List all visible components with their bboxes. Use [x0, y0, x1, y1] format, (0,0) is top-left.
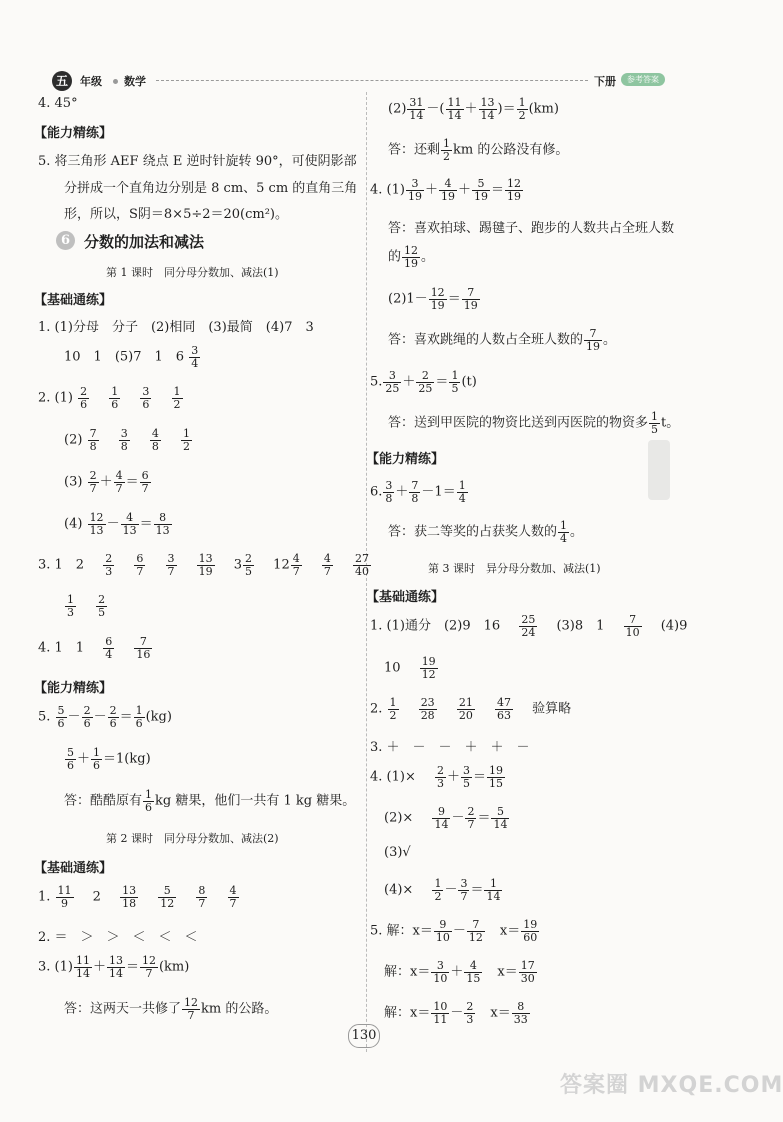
answer-5-line3: 形，所以，S阴＝8×5÷2＝20(cm²)。 — [64, 207, 289, 222]
answer-3c-post: km 的公路。 — [201, 1001, 278, 1017]
section-jichu-2: 【基础通练】 — [34, 861, 113, 876]
r-answer-4-4b: (4)× $\frac{1}{2}$ － $\frac{3}{7}$ ＝ $\frac{1}{14}$ — [384, 877, 501, 903]
answer-1c: 1. $\frac{11}{9}$ 2 $\frac{13}{18}$ $\frac{5}{12}$ $\frac{8}{7}$ $\frac{4}{7}$ — [38, 884, 237, 910]
unit-kg-2: (kg) — [124, 751, 151, 767]
r-answer-1-c: (4)9 — [660, 618, 688, 634]
section-nengli-2: 【能力精练】 — [34, 681, 113, 696]
r-answer-5-2: 解：x＝ $\frac{3}{10}$ ＋ $\frac{4}{15}$ x＝ $\frac{17}{30}$ — [384, 959, 535, 985]
r-answer-6: 6. $\frac{3}{8}$ ＋ $\frac{7}{8}$ －1＝ $\frac{1}{4}$ — [370, 479, 466, 505]
unit-t: (t) — [461, 374, 477, 390]
answer-3: 3. 1 2 $\frac{2}{3}$ $\frac{6}{7}$ $\frac{3}{7}$ $\frac{13}{19}$ 3 $\frac{2}{5}$ 12 $\frac{4}{7}$ $\frac{4}{7}$ $\frac{27}{40}$ — [38, 552, 370, 578]
lesson-3-title: 第 3 课时 异分母分数加、减法(1) — [428, 562, 601, 575]
lesson-1-title: 第 1 课时 同分母分数加、减法(1) — [106, 266, 279, 279]
chapter-title: 分数的加法和减法 — [84, 233, 205, 251]
answer-2-4: (4) $\frac{12}{13}$ － $\frac{4}{13}$ ＝ $\frac{8}{13}$ — [64, 511, 170, 537]
r-ans5-pre: 答：获二等奖的占获奖人数的 — [388, 524, 558, 540]
r-answer-1-cont: 10 $\frac{19}{12}$ — [384, 655, 436, 681]
r-ans4-post: t。 — [661, 415, 680, 431]
x-eq: x＝ — [412, 923, 433, 939]
r-answer-2: (2) $\frac{31}{14}$ －( $\frac{11}{14}$ ＋ $\frac{13}{14}$ )＝ $\frac{1}{2}$ (km) — [388, 96, 559, 122]
fraction: $\frac{3}{4}$ — [191, 344, 199, 370]
r-answer-4-2b-label: (2)× — [384, 810, 414, 826]
r-answer-4-label: 4. (1) — [370, 182, 405, 198]
answer-5-line1: 5. 将三角形 AEF 绕点 E 逆时针旋转 90°，可使阴影部 — [38, 154, 357, 169]
answer-1-line2-text: 10 1 (5)7 1 6 — [64, 349, 185, 365]
r-answer-text-4: 答：送到甲医院的物资比送到丙医院的物资多 $\frac{1}{5}$ t。 — [388, 410, 680, 436]
answer-2-label: 2. (1) — [38, 390, 73, 406]
r-answer-2-label: (2) — [388, 101, 407, 117]
r-answer-text-2-line1: 答：喜欢拍球、踢毽子、跑步的人数共占全班人数 — [388, 221, 675, 236]
section-nengli: 【能力精练】 — [34, 126, 113, 141]
answer-2-1: 2. (1) $\frac{2}{6}$ $\frac{1}{6}$ $\frac{3}{6}$ $\frac{1}{2}$ — [38, 385, 181, 411]
r-ans3-pre: 答：喜欢跳绳的人数占全班人数的 — [388, 332, 584, 348]
separator-dot — [113, 79, 118, 84]
r-answer-4-2b: (2)× $\frac{9}{14}$ － $\frac{2}{7}$ ＝ $\frac{5}{14}$ — [384, 805, 508, 831]
answer-5b-text: 答：酷酷原有 $\frac{1}{6}$ kg 糖果，他们一共有 1 kg 糖果。 — [64, 788, 356, 814]
answer-1c-label: 1. — [38, 889, 51, 905]
r-answer-5-1: 5. 解：x＝ $\frac{9}{10}$ － $\frac{7}{12}$ x＝ $\frac{19}{60}$ — [370, 918, 538, 944]
answer-2-3-label: (3) — [64, 474, 83, 490]
r-ans1-pre: 答：还剩 — [388, 142, 441, 158]
answer-2c: 2. ＝ ＞ ＞ ＜ ＜ ＜ — [38, 930, 198, 945]
r-ans3-post: 。 — [603, 332, 617, 348]
r-answer-4-2: (2)1－ $\frac{12}{19}$ ＝ $\frac{7}{19}$ — [388, 286, 478, 312]
r-ans1-post: km 的公路没有修。 — [453, 142, 569, 158]
r-section-nengli: 【能力精练】 — [366, 452, 445, 467]
answer-5-line2: 分拼成一个直角边分别是 8 cm、5 cm 的直角三角 — [64, 181, 358, 196]
r-answer-text-5: 答：获二等奖的占获奖人数的 $\frac{1}{4}$ 。 — [388, 519, 584, 545]
answer-3c-label: 3. (1) — [38, 959, 73, 975]
answer-5b-pre: 答：酷酷原有 — [64, 793, 143, 809]
answer-2-3: (3) $\frac{2}{7}$ ＋ $\frac{4}{7}$ ＝ $\frac{6}{7}$ — [64, 469, 149, 495]
r-answer-6-label: 6. — [370, 484, 383, 500]
answer-3c-pre: 答：这两天一共修了 — [64, 1001, 182, 1017]
unit-km-r: (km) — [528, 101, 559, 117]
r-answer-2: 2. $\frac{1}{2}$ $\frac{23}{28}$ $\frac{21}{20}$ $\frac{47}{63}$ 验算略 — [370, 696, 572, 722]
r-section-jichu: 【基础通练】 — [366, 590, 445, 605]
subject-label: 数学 — [124, 75, 146, 88]
r-answer-4-1b-label: 4. (1)× — [370, 769, 416, 785]
unit-km: (km) — [158, 959, 190, 975]
r-answer-5-3: 解：x＝ $\frac{10}{11}$ － $\frac{2}{3}$ x＝ $\frac{8}{33}$ — [384, 1000, 528, 1026]
page-number: 130 — [348, 1024, 380, 1048]
r-answer-1-a: 1. (1)通分 (2)9 16 — [370, 618, 501, 634]
unit-kg: (kg) — [145, 709, 172, 725]
lesson-2-title: 第 2 课时 同分母分数加、减法(2) — [106, 832, 279, 845]
r-answer-2-label-b: 2. — [370, 701, 383, 717]
r-answer-4-3b: (3)√ — [384, 845, 411, 860]
answer-4: 4. 1 1 $\frac{6}{4}$ $\frac{7}{16}$ — [38, 635, 151, 661]
section-jichu: 【基础通练】 — [34, 293, 113, 308]
answer-1-line1: 1. (1)分母 分子 (2)相同 (3)最简 (4)7 3 — [38, 320, 314, 335]
answer-2-4-label: (4) — [64, 516, 83, 532]
answer-3c: 3. (1) $\frac{11}{14}$ ＋ $\frac{13}{14}$ ＝ $\frac{12}{7}$ (km) — [38, 954, 190, 980]
watermark: 答案圈 MXQE.COM — [560, 1073, 783, 1098]
answer-3-label: 3. 1 2 — [38, 557, 85, 573]
r-answer-1-cont-num: 10 — [384, 660, 401, 676]
r-ans2-pre: 的 — [388, 249, 402, 265]
answer-1-line2 — [64, 345, 201, 369]
answer-5b-eq2: $\frac{5}{6}$ ＋ $\frac{1}{6}$ ＝1(kg) — [67, 746, 151, 772]
answer-3c-text: 答：这两天一共修了 $\frac{12}{7}$ km 的公路。 — [64, 996, 278, 1022]
answer-2-2-label: (2) — [64, 432, 83, 448]
chapter-number-badge: 6 — [56, 231, 75, 250]
x-eq-c: x＝ — [410, 964, 431, 980]
r-answer-text-1: 答：还剩 $\frac{1}{2}$ km 的公路没有修。 — [388, 137, 569, 163]
r-answer-3: 3. ＋ － － ＋ ＋ － — [370, 740, 530, 755]
r-answer-1-b: (3)8 1 — [556, 618, 605, 634]
answer-3-cont: $\frac{1}{3}$ $\frac{2}{5}$ — [67, 593, 106, 619]
r-answer-5: 5. $\frac{3}{25}$ ＋ $\frac{2}{25}$ ＝ $\frac{1}{5}$ (t) — [370, 369, 477, 395]
grade-badge: 五 — [52, 71, 72, 91]
r-ans4-pre: 答：送到甲医院的物资比送到丙医院的物资多 — [388, 415, 649, 431]
r-answer-4-4b-label: (4)× — [384, 882, 414, 898]
answer-4-45deg: 4. 45° — [38, 96, 78, 111]
r-ans5-post: 。 — [570, 524, 584, 540]
answer-5b-post: kg 糖果，他们一共有 1 kg 糖果。 — [155, 793, 356, 809]
r-answer-4-1: 4. (1) $\frac{3}{19}$ ＋ $\frac{4}{19}$ ＋ $\frac{5}{19}$ ＝ $\frac{12}{19}$ — [370, 177, 521, 203]
r-answer-1: 1. (1)通分 (2)9 16 $\frac{25}{24}$ (3)8 1 $\frac{7}{10}$ (4)9 — [370, 613, 688, 639]
grade-label: 年级 — [80, 75, 102, 88]
answer-4-label: 4. 1 1 — [38, 640, 85, 656]
r-answer-4-1b: 4. (1)× $\frac{2}{3}$ ＋ $\frac{3}{5}$ ＝ $\frac{19}{15}$ — [370, 764, 504, 790]
answer-2-2: (2) $\frac{7}{8}$ $\frac{3}{8}$ $\frac{4}{8}$ $\frac{1}{2}$ — [64, 427, 190, 453]
r-ans2-post: 。 — [421, 249, 435, 265]
r-answer-5-label: 5. — [370, 374, 383, 390]
r-answer-2-tail: 验算略 — [532, 701, 572, 717]
x-eq-e: x＝ — [410, 1005, 431, 1021]
r-answer-text-3: 答：喜欢跳绳的人数占全班人数的 $\frac{7}{19}$ 。 — [388, 327, 617, 353]
jie-label: 解： — [384, 964, 411, 980]
jie-label-2: 解： — [384, 1005, 411, 1021]
scan-smudge — [648, 440, 670, 500]
x-eq-b: x＝ — [499, 923, 521, 939]
r-answer-text-2-line2: 的 $\frac{12}{19}$ 。 — [388, 244, 435, 270]
answer-stamp: 参考答案 — [621, 73, 665, 86]
header-rule — [156, 80, 588, 81]
volume-label: 下册 — [594, 75, 616, 88]
r-answer-5-label-b: 5. 解： — [370, 923, 413, 939]
r-answer-4-2-label: (2)1－ — [388, 291, 428, 307]
x-eq-f: x＝ — [490, 1005, 511, 1021]
answer-5b-eq1: 5. $\frac{5}{6}$ － $\frac{2}{6}$ － $\frac{2}{6}$ ＝ $\frac{1}{6}$ (kg) — [38, 704, 172, 730]
x-eq-d: x＝ — [497, 964, 518, 980]
